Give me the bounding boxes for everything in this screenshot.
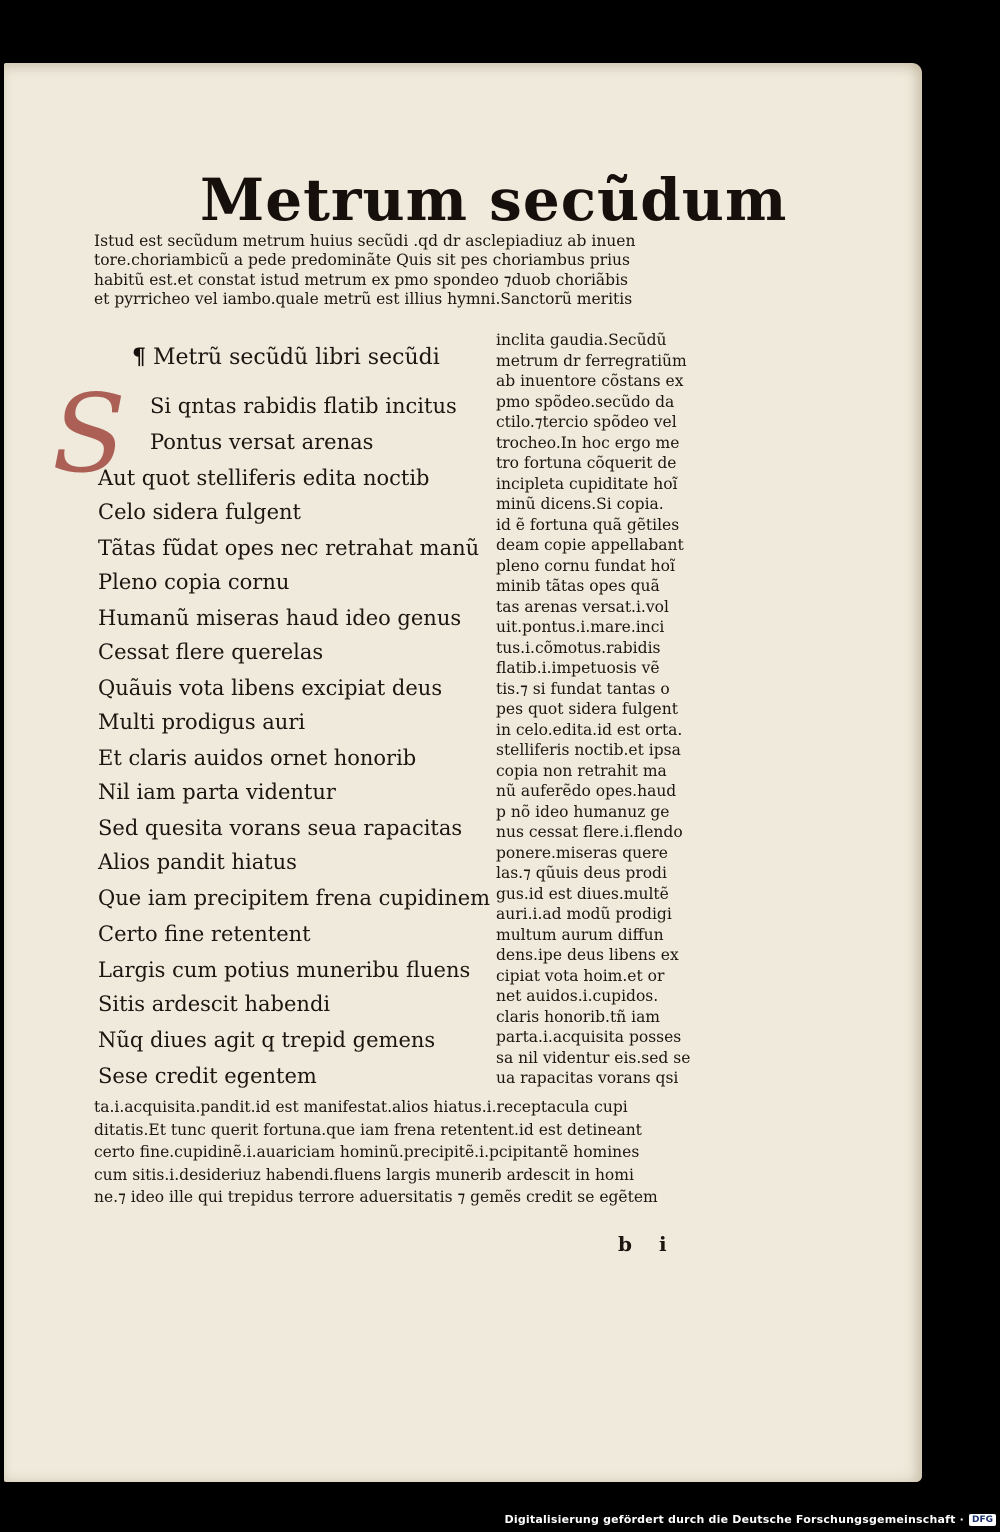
commentary-line: nũ auferẽdo opes.haud [496,782,677,800]
verse-line: Tãtas fũdat opes nec retrahat manũ [98,536,480,560]
commentary-line: copia non retrahit ma [496,761,667,780]
intro-line: tore.choriambicũ a pede predominãte Quis sit pes choriambus prius [94,251,630,270]
verse-line: Certo fine retentent [98,922,311,946]
commentary-line: trocheo.In hoc ergo me [496,433,680,452]
commentary-line: pleno cornu fundat hoĩ [496,556,675,575]
commentary-line: pmo spõdeo.secũdo da [496,392,675,411]
commentary-line: p nõ ideo humanuz ge [496,802,670,821]
verse-line: Celo sidera fulgent [98,500,301,524]
bottom-line: ditatis.Et tunc querit fortuna.que iam frena retentent.id est detineant [94,1120,642,1139]
commentary-line: deam copie appellabant [496,536,684,554]
commentary-line: multum aurum diffun [496,925,664,944]
signature-mark: b i [618,1232,677,1256]
verse-line: Nũq diues agit q trepid gemens [98,1028,436,1052]
commentary-line: incipleta cupiditate hoĩ [496,474,678,493]
intro-paragraph [94,232,714,309]
verse-line: Alios pandit hiatus [98,850,297,874]
commentary-line: id ẽ fortuna quã gẽtiles [496,515,680,534]
commentary-line: gus.id est diues.multẽ [496,884,669,903]
bottom-line: ta.i.acquisita.pandit.id est manifestat.alios hiatus.i.receptacula cupi [94,1098,628,1116]
dfg-logo: DFG [969,1514,996,1526]
funding-credit: Digitalisierung gefördert durch die Deutsche Forschungsgemeinschaft · [504,1513,964,1526]
commentary-line: metrum dr ferregratiũm [496,351,687,370]
verse-line: Sed quesita vorans seua rapacitas [98,816,463,840]
commentary-line: ponere.miseras quere [496,843,668,862]
page-heading: Metrum secũdum [200,166,788,234]
commentary-line: uit.pontus.i.mare.inci [496,618,665,636]
bottom-commentary [94,1096,714,1209]
commentary-line: ua rapacitas vorans qsi [496,1069,679,1087]
verse-line: Nil iam parta videntur [98,780,336,804]
commentary-line: stelliferis noctib.et ipsa [496,741,681,759]
commentary-line: ab inuentore cõstans ex [496,372,684,390]
commentary-column [496,330,706,1089]
bottom-line: cum sitis.i.desideriuz habendi.fluens largis munerib ardescit in homi [94,1165,634,1184]
verse-line: Humanũ miseras haud ideo genus [98,606,462,630]
verse-line: Multi prodigus auri [98,710,306,734]
intro-line: et pyrricheo vel iambo.quale metrũ est illius hymni.Sanctorũ meritis [94,289,633,308]
intro-line: habitũ est.et constat istud metrum ex pmo spondeo ⁊duob choriãbis [94,270,629,289]
verse-line: Pontus versat arenas [150,430,374,454]
footer-bar [0,1506,1000,1532]
commentary-line: cipiat vota hoim.et or [496,966,665,985]
commentary-line: dens.ipe deus libens ex [496,946,679,964]
commentary-line: net auidos.i.cupidos. [496,987,659,1005]
verse-line: Aut quot stelliferis edita noctib [98,466,430,490]
verse-line: Largis cum potius muneribu fluens [98,958,471,982]
commentary-line: tus.i.cõmotus.rabidis [496,638,661,657]
commentary-line: pes quot sidera fulgent [496,700,678,718]
verse-line: Pleno copia cornu [98,570,290,594]
verse-line: Sitis ardescit habendi [98,992,331,1016]
verse-line: Cessat flere querelas [98,640,324,664]
verse-line: Quãuis vota libens excipiat deus [98,676,443,700]
commentary-line: minib tãtas opes quã [496,577,660,595]
commentary-line: parta.i.acquisita posses [496,1028,682,1046]
commentary-line: tis.⁊ si fundat tantas o [496,679,670,698]
bottom-line: ne.⁊ ideo ille qui trepidus terrore aduersitatis ⁊ gemẽs credit se egẽtem [94,1188,658,1206]
commentary-line: flatib.i.impetuosis vẽ [496,659,660,677]
commentary-line: claris honorib.tñ iam [496,1007,661,1026]
commentary-line: tas arenas versat.i.vol [496,597,669,616]
commentary-line: sa nil videntur eis.sed se [496,1048,691,1067]
commentary-line: auri.i.ad modũ prodigi [496,905,672,923]
verse-line: Et claris auidos ornet honorib [98,746,417,770]
bottom-line: certo fine.cupidinẽ.i.auariciam hominũ.precipitẽ.i.pcipitantẽ homines [94,1143,640,1161]
commentary-line: ctilo.⁊tercio spõdeo vel [496,413,677,431]
poem-title-text: Metrũ secũdũ libri secũdi [153,345,440,370]
poem-title [132,340,440,375]
verse-line: Si qntas rabidis flatib incitus [150,394,457,418]
commentary-line: in celo.edita.id est orta. [496,720,683,739]
commentary-line: tro fortuna cõquerit de [496,454,677,472]
verse-line: Que iam precipitem frena cupidinem [98,886,491,910]
commentary-line: inclita gaudia.Secũdũ [496,331,667,349]
decorated-initial: S [52,372,126,497]
verse-line: Sese credit egentem [98,1064,317,1088]
pilcrow-icon: ¶ [132,344,146,370]
commentary-line: minũ dicens.Si copia. [496,495,664,513]
commentary-line: nus cessat flere.i.flendo [496,823,683,841]
intro-line: Istud est secũdum metrum huius secũdi .qd dr asclepiadiuz ab inuen [94,232,636,250]
commentary-line: las.⁊ qũuis deus prodi [496,864,667,882]
